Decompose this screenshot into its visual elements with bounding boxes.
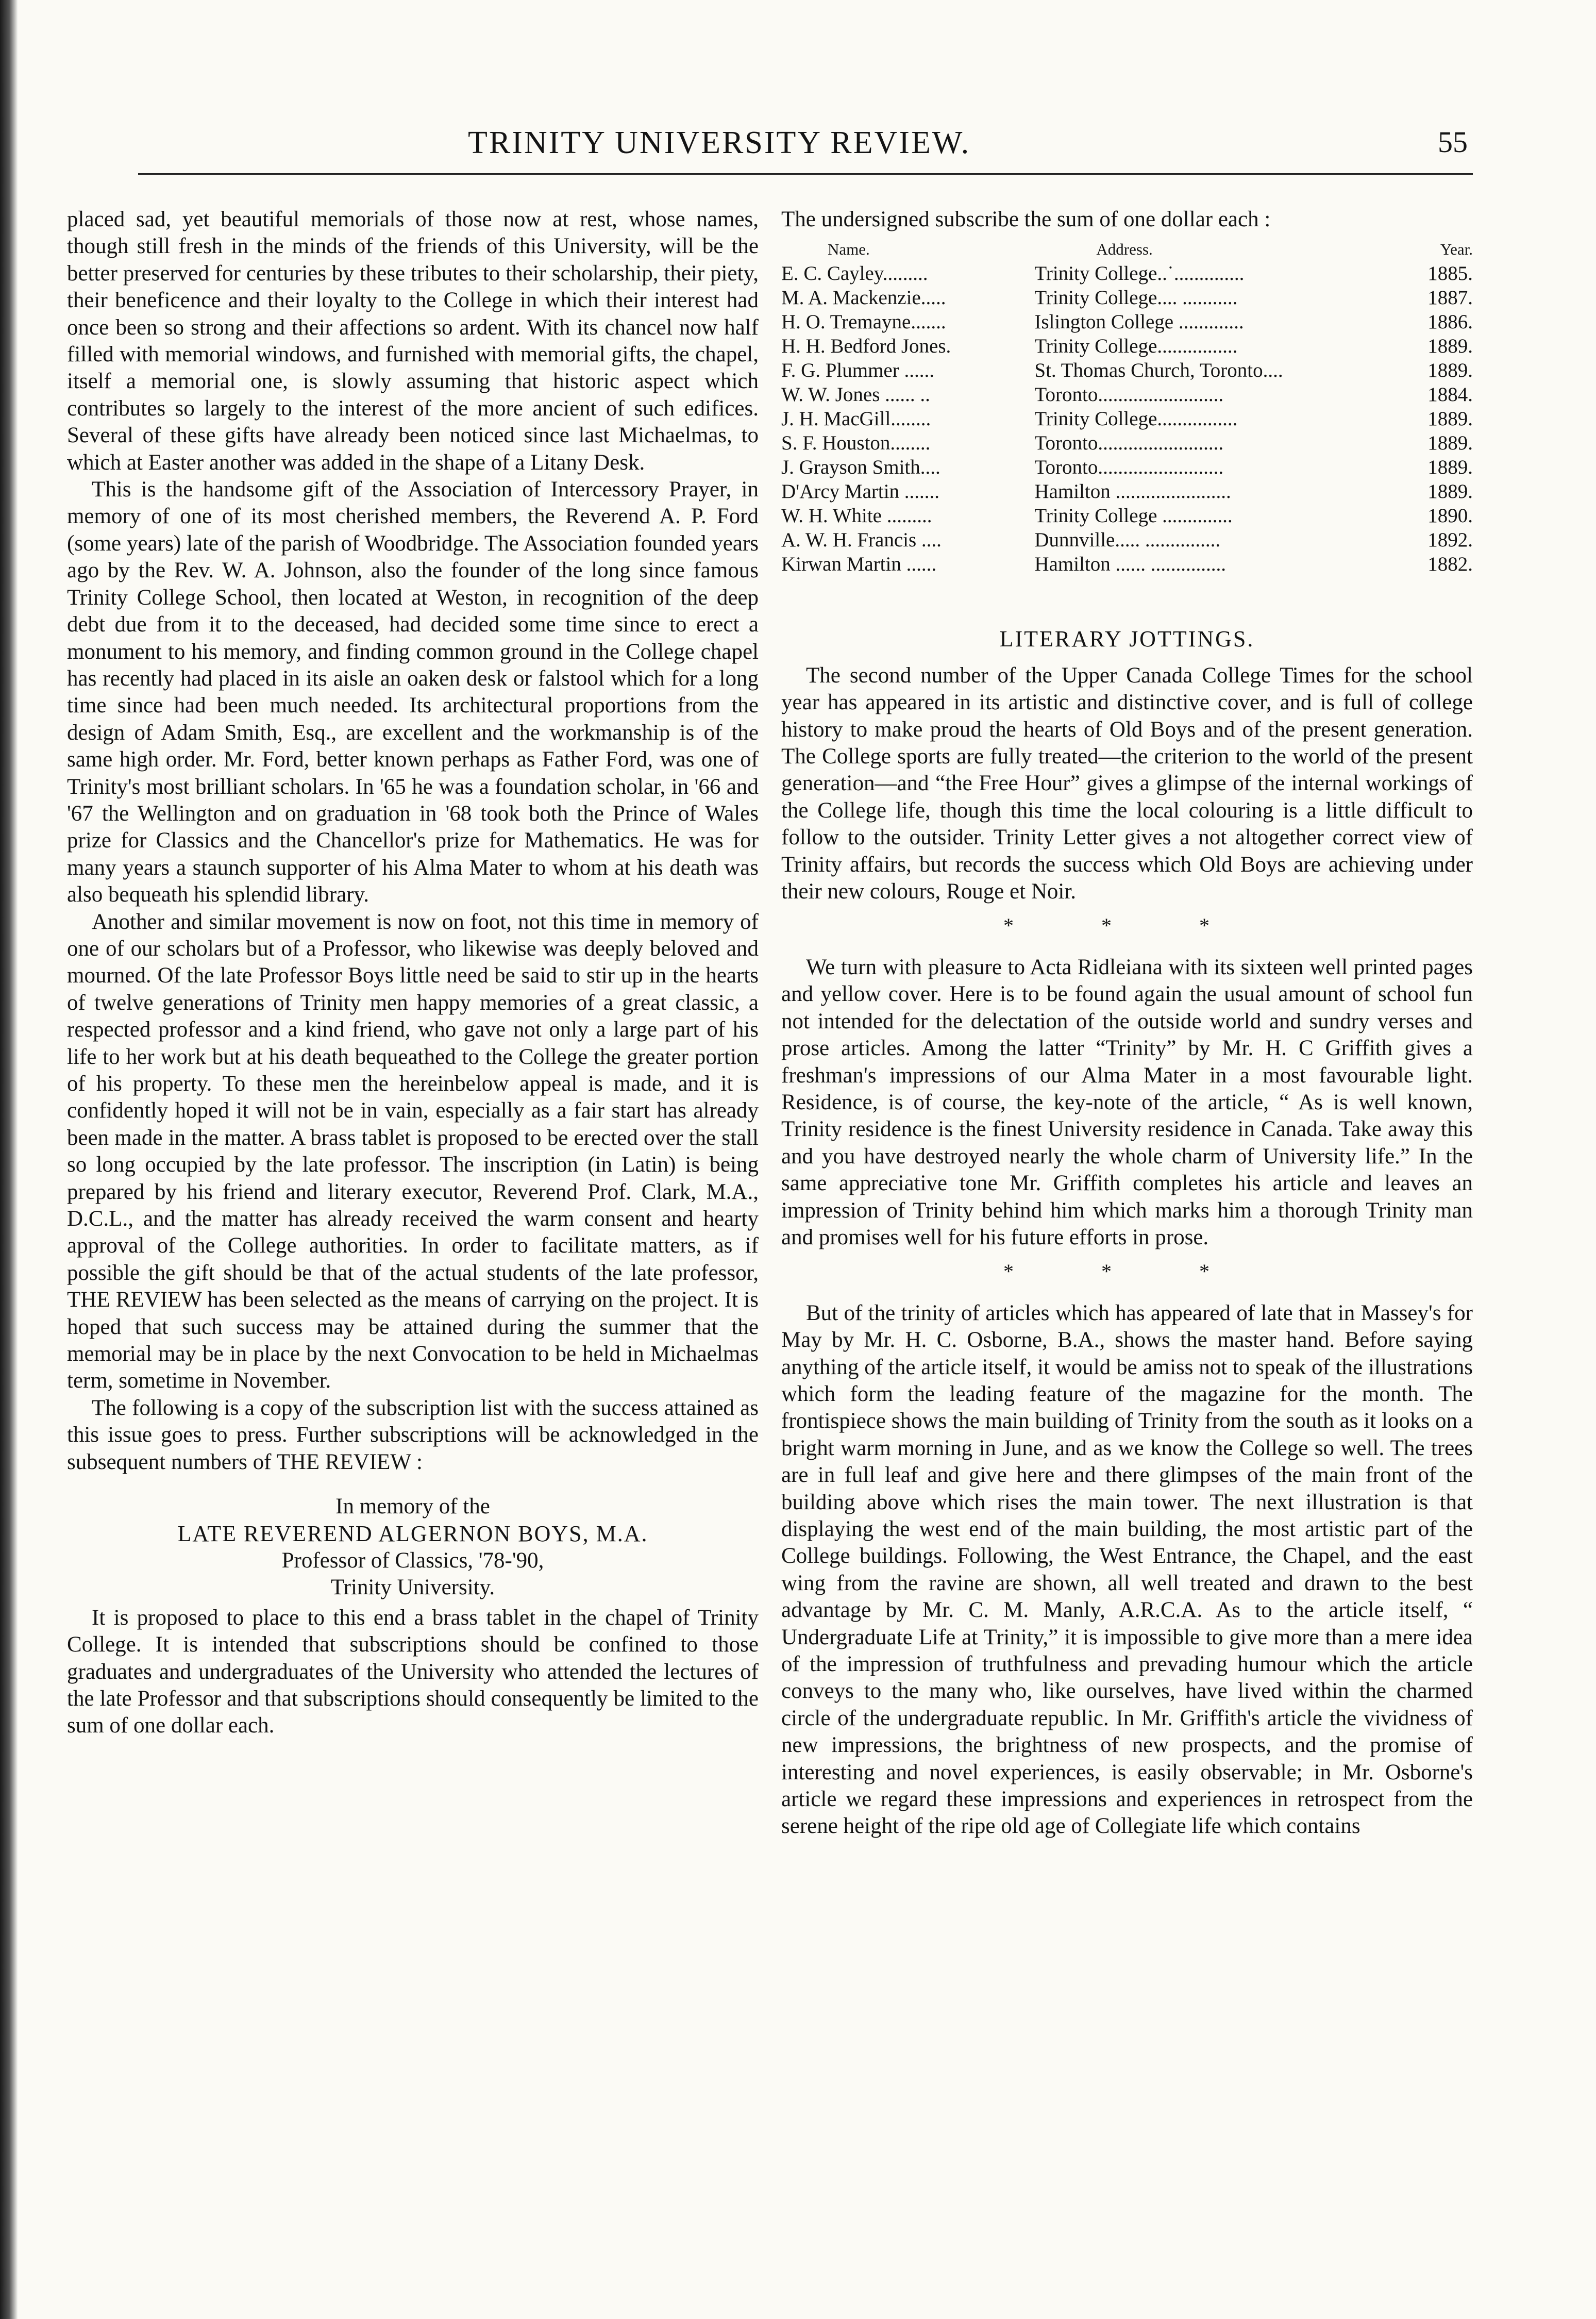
subscriber-name: M. A. Mackenzie..... bbox=[781, 287, 946, 309]
memorial-name: LATE REVEREND ALGERNON BOYS, M.A. bbox=[177, 1521, 648, 1546]
subscriber-name: W. W. Jones ...... .. bbox=[781, 383, 930, 406]
subscriber-address: Toronto......................... bbox=[1034, 456, 1224, 479]
subscriber-name: H. O. Tremayne....... bbox=[781, 311, 946, 333]
column-header-year: Year. bbox=[1440, 240, 1473, 259]
paragraph-masseys: But of the trinity of articles which has appeared of late that in Massey's for May by Mr. H. C. Osborne, B.A., shows the master hand. Before saying anything of the article itself, it would be amiss not to speak of the illustrations which form the leading feature of the magazine for the month. The frontispiece shows the main building of Trinity from the south as it looks on a bright warm morning in June, and as we know the College so well. The trees are in full leaf and give here and there glimpses of the main front of the building above which rises the main tower. The next illustration is that displaying the west end of the main building, the most artistic part of the College buildings. Following, the West Entrance, the Chapel, and the east wing from the ravine are shown, all well treated and drawn to the best advantage by Mr. C. M. Manly, A.R.C.A. As to the article itself, “ Undergraduate Life at Trinity,” it is impossible to give more than a mere idea of the impression of truthfulness and prevading humour which the article conveys to the many who, like ourselves, have lived within the charmed circle of the undergraduate republic. In Mr. Griffith's article the vividness of new impressions, the brightness of new prospects, and the promise of interesting and novel experiences, is easily observable; in Mr. Osborne's article we regard these impressions and experiences in retrospect from the serene height of the ripe old age of Collegiate life which contains bbox=[781, 1300, 1473, 1839]
paragraph-memorials: placed sad, yet beautiful memorials of those now at rest, whose names, though still fresh in the minds of the friends of this University, will be the better preserved for centuries by these tributes to their scholarship, their piety, their beneficence and their loyalty to the College in which their interest had once been so strong and their affections so ardent. With its chancel now half filled with memorial windows, and furnished with memorial gifts, the chapel, itself a memorial one, is slowly assuming that historic aspect which contributes so largely to the interest of the more ancient of such edifices. Several of these gifts have already been noticed since last Michaelmas, to which at Easter another was added in the shape of a Litany Desk. bbox=[67, 207, 759, 475]
memorial-institution: Trinity University. bbox=[330, 1575, 495, 1600]
subscriber-address: Hamilton ....................... bbox=[1034, 480, 1231, 503]
subscriber-name: A. W. H. Francis .... bbox=[781, 529, 942, 552]
table-row bbox=[781, 382, 1473, 407]
header-rule bbox=[138, 173, 1473, 175]
column-header-address: Address. bbox=[1096, 240, 1153, 259]
subscriber-name: S. F. Houston........ bbox=[781, 432, 931, 455]
subscriber-address: Dunnville..... ............... bbox=[1034, 529, 1221, 552]
subscriber-year: 1890. bbox=[1427, 505, 1473, 527]
table-row bbox=[781, 334, 1473, 358]
subscriber-year: 1889. bbox=[1427, 480, 1473, 503]
page-binding-edge bbox=[0, 0, 18, 2319]
separator-stars: * * * bbox=[1003, 914, 1251, 938]
subscriber-address: Trinity College .............. bbox=[1034, 505, 1233, 527]
subscriber-name: E. C. Cayley......... bbox=[781, 262, 928, 285]
subscriber-name: D'Arcy Martin ....... bbox=[781, 480, 940, 503]
subscriber-name: W. H. White ......... bbox=[781, 505, 932, 527]
subscriber-year: 1884. bbox=[1427, 383, 1473, 406]
table-row bbox=[781, 286, 1473, 310]
subscriber-year: 1889. bbox=[1427, 359, 1473, 382]
subscriber-address: Toronto......................... bbox=[1034, 383, 1224, 406]
table-row bbox=[781, 455, 1473, 479]
left-column bbox=[67, 206, 759, 1740]
table-row bbox=[781, 261, 1473, 286]
paragraph-subscription-list: The following is a copy of the subscription list with the success attained as this issue goes to press. Further subscriptions will be acknowledged in the subsequent numbers of THE REVIEW : bbox=[67, 1395, 759, 1474]
subscriber-year: 1886. bbox=[1427, 311, 1473, 333]
subscriber-year: 1889. bbox=[1427, 456, 1473, 479]
separator-stars: * * * bbox=[1003, 1260, 1251, 1283]
subscriber-name: J. Grayson Smith.... bbox=[781, 456, 940, 479]
subscriber-address: Toronto......................... bbox=[1034, 432, 1224, 455]
subscriber-year: 1889. bbox=[1427, 335, 1473, 358]
subscription-intro: The undersigned subscribe the sum of one dollar each : bbox=[781, 207, 1271, 231]
table-row bbox=[781, 504, 1473, 528]
paragraph-professor-boys: Another and similar movement is now on foot, not this time in memory of one of our scholars but of a Professor, who likewise was deeply beloved and mourned. Of the late Professor Boys little need be said to stir up in the hearts of twelve generations of Trinity men happy memories of a great classic, a respected professor and a kind friend, who gave not only a large part of his life to her work but at his death bequeathed to the College the greater portion of his property. To these men the hereinbelow appeal is made, and it is confidently hoped it will not be in vain, especially as a fair start has already been made in the matter. A brass tablet is proposed to be erected over the stall so long occupied by the late professor. The inscription (in Latin) is being prepared by his friend and literary executor, Reverend Prof. Clark, M.A., D.C.L., and the matter has already received the warm consent and hearty approval of the College authorities. In order to facilitate matters, as if possible the gift should be that of the actual students of the late professor, THE REVIEW has been selected as the means of carrying on the project. It is hoped that such success may be attained during the summer that the memorial may be in place by the next Convocation to be held in Michaelmas term, sometime in November. bbox=[67, 909, 759, 1393]
paragraph-acta-ridleiana: We turn with pleasure to Acta Ridleiana with its sixteen well printed pages and yellow cover. Here is to be found again the usual amount of school fun not intended for the delectation of the outside world and sundry verses and prose articles. Among the latter “Trinity” by Mr. H. C Griffith gives a freshman's impressions of our Alma Mater in a most favourable light. Residence, is of course, the key-note of the article, “ As is well known, Trinity residence is the finest University residence in Canada. Take away this and you have destroyed nearly the whole charm of University life.” In the same appreciative tone Mr. Griffith completes his article and leaves an impression of Trinity behind him which marks him a thorough Trinity man and promises well for his future efforts in prose. bbox=[781, 955, 1473, 1249]
journal-title: TRINITY UNIVERSITY REVIEW. bbox=[468, 125, 971, 160]
right-column bbox=[781, 206, 1473, 1840]
paragraph-ucc-times: The second number of the Upper Canada College Times for the school year has appeared in its artistic and distinctive cover, and is full of college history to make proud the hearts of Old Boys and of the present generation. The College sports are fully treated—the criterion to the world of the present generation—and “the Free Hour” gives a glimpse of the internal workings of the College life, though this time the local colouring is a little difficult to follow to the outsider. Trinity Letter gives a not altogether correct view of Trinity affairs, but records the success which Old Boys are achieving under their new colours, Rouge et Noir. bbox=[781, 663, 1473, 904]
table-row bbox=[781, 552, 1473, 576]
table-row bbox=[781, 358, 1473, 382]
memorial-role: Professor of Classics, '78-'90, bbox=[281, 1548, 544, 1573]
subscription-table bbox=[781, 237, 1473, 576]
running-header bbox=[138, 120, 1483, 176]
table-row bbox=[781, 479, 1473, 504]
paragraph-litany-desk: This is the handsome gift of the Association of Intercessory Prayer, in memory of one of its most cherished members, the Reverend A. P. Ford (some years) late of the parish of Woodbridge. The Association founded years ago by the Rev. W. A. Johnson, also the founder of the long since famous Trinity College School, then located at Weston, in recognition of the deep debt due from it to the deceased, had decided some time since to erect a monument to his memory, and finding common ground in the College chapel has recently had placed in its aisle an oaken desk or falstool which for a long time since had been much needed. Its architectural proportions from the design of Adam Smith, Esq., are excellent and the workmanship is of the same high order. Mr. Ford, better known perhaps as Father Ford, was one of Trinity's most brilliant scholars. In '65 he was a foundation scholar, in '66 and '67 the Wellington and on graduation in '68 took both the Prince of Wales prize for Classics and the Chancellor's prize for Mathematics. He was for many years a staunch supporter of his Alma Mater to whom at his death was also bequeath his splendid library. bbox=[67, 477, 759, 907]
subscriber-address: St. Thomas Church, Toronto.... bbox=[1034, 359, 1283, 382]
subscriber-name: H. H. Bedford Jones. bbox=[781, 335, 951, 358]
subscriber-year: 1885. bbox=[1427, 262, 1473, 285]
subscriber-address: Trinity College..˙.............. bbox=[1034, 262, 1245, 285]
subscriber-year: 1889. bbox=[1427, 408, 1473, 430]
subscriber-name: Kirwan Martin ...... bbox=[781, 553, 937, 576]
memorial-body: It is proposed to place to this end a brass tablet in the chapel of Trinity College. It is intended that subscriptions should be confined to those graduates and undergraduates of the University who attended the lectures of the late Professor and that subscriptions should consequently be limited to the sum of one dollar each. bbox=[67, 1605, 759, 1738]
table-row bbox=[781, 528, 1473, 552]
subscriber-year: 1882. bbox=[1427, 553, 1473, 576]
subscriber-address: Hamilton ...... ............... bbox=[1034, 553, 1226, 576]
subscriber-address: Trinity College.... ........... bbox=[1034, 287, 1238, 309]
subscriber-address: Trinity College................ bbox=[1034, 408, 1238, 430]
page-number: 55 bbox=[1438, 125, 1468, 159]
column-header-name: Name. bbox=[828, 240, 870, 259]
table-row bbox=[781, 310, 1473, 334]
memorial-line-1: In memory of the bbox=[335, 1494, 490, 1519]
subscriber-year: 1887. bbox=[1427, 287, 1473, 309]
subscriber-year: 1892. bbox=[1427, 529, 1473, 552]
subscriber-address: Islington College ............. bbox=[1034, 311, 1244, 333]
table-row bbox=[781, 407, 1473, 431]
subscriber-address: Trinity College................ bbox=[1034, 335, 1238, 358]
subscriber-name: J. H. MacGill........ bbox=[781, 408, 931, 430]
table-row bbox=[781, 431, 1473, 455]
subscriber-year: 1889. bbox=[1427, 432, 1473, 455]
literary-jottings-title: LITERARY JOTTINGS. bbox=[999, 626, 1255, 652]
subscriber-name: F. G. Plummer ...... bbox=[781, 359, 934, 382]
memorial-notice bbox=[67, 1493, 759, 1740]
